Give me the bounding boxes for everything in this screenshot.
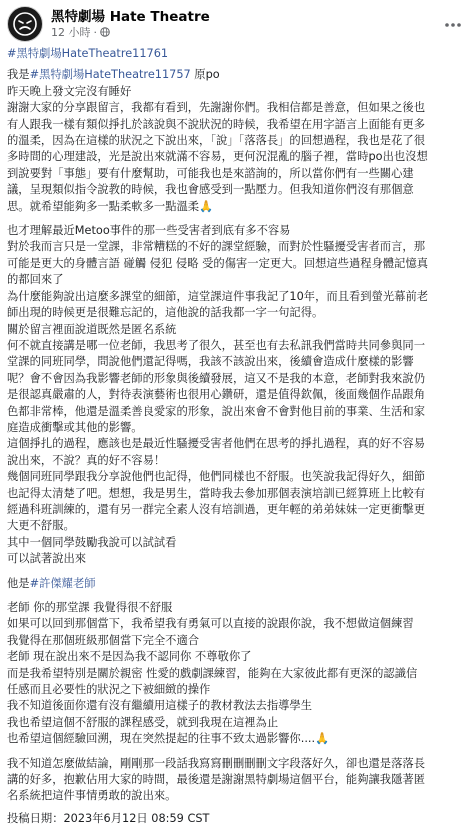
text-line: 大更不舒服。 [7, 519, 75, 533]
post-subline [51, 26, 210, 40]
text-line: 昨天晚上發文完沒有睡好 [7, 84, 132, 98]
page-name-link[interactable]: 黑特劇場 Hate Theatre [51, 8, 210, 25]
text-line: 老師 現在說出來不是因為我不認同你 不尊敬你了 [7, 650, 252, 664]
text-line [7, 576, 467, 592]
text-fragment: 我是 [7, 68, 30, 82]
text-line: 可能是更大的身體言語 碰觸 侵犯 侵略 受的傷害一定更大。回想這些過程身體記憶真 [7, 256, 429, 270]
separator-dot: · [93, 25, 97, 39]
globe-icon[interactable] [100, 27, 110, 37]
text-line: 多時間的心理建設，光是說出來就滿不容易，更何況混亂的腦子裡，當時po出也沒想 [7, 150, 428, 164]
post-header [7, 0, 467, 46]
text-line: 幾個同班同學跟我分享說他們也記得，他們同樣也不舒服。也笑說我記得好久，細節 [7, 470, 425, 484]
text-line: 到說要對「事態」要有什麼幫助，可能我也是來諮詢的，所以當你們有一些關心建 [7, 166, 414, 180]
post-meta [51, 9, 210, 40]
text-fragment: 他是 [7, 576, 30, 590]
date-label: 投稿日期： [7, 811, 64, 825]
text-line: 經過科班訓練的，還有另一群完全素人沒有培訓過，更年輕的弟弟妹妹一定更衝擊更 [7, 502, 425, 516]
text-line: 其中一個同學鼓勵我說可以試試看 [7, 535, 177, 549]
text-line: 呢？會不會因為我影響老師的形象與後續發展，這又不是我的本意，老師對我來說仍 [7, 371, 425, 385]
text-line: 有人跟我一樣有類似掙扎於該說與不說狀況的時候，我希望在用字語言上面能有更多 [7, 117, 425, 131]
date-value: 2023年6月12日 08:59 CST [63, 811, 210, 825]
hate-theatre-logo-icon [12, 11, 38, 37]
text-line: 師出現的時候更是很難忘記的，這他說的話我都一字一句記得。 [7, 306, 324, 320]
text-line: 謝謝大家的分享跟留言，我都有看到，先謝謝你們。我相信都是善意，但如果之後也 [7, 101, 425, 115]
text-line: 為什麼能夠說出這麼多課堂的細節，這堂課這件事我記了10年，而且看到螢光幕前老 [7, 289, 429, 303]
hashtag-link[interactable]: #黑特劇場HateTheatre11757 [29, 68, 191, 82]
text-line: 庭造成衝擊或其他的影響。 [7, 420, 143, 434]
text-line: 堂課的同班同學，問說他們還記得嗎，我該不該說出來，後續會造成什麼樣的影響 [7, 355, 414, 369]
text-line: 我覺得在那個班級那個當下完全不適合 [7, 633, 200, 647]
text-line [7, 67, 467, 83]
text-line: 講的好多，抱歉佔用大家的時間，最後還是謝謝黑特劇場這個平台，能夠讓我隱著匿 [7, 773, 425, 787]
text-line: 是很認真嚴肅的人，對待表演藝術也很用心鑽研，還是值得欽佩，後面幾個作品跟角 [7, 388, 425, 402]
text-line: 也才理解最近Metoo事件的那一些受害者到底有多不容易 [7, 224, 291, 238]
text-line: 老師 你的那堂課 我覺得很不舒服 [7, 601, 173, 614]
submission-date [7, 811, 467, 827]
text-line: 說出來，不說？真的好不容易！ [7, 453, 166, 467]
post-timestamp[interactable]: 12 小時 [51, 25, 91, 39]
post-body [7, 46, 467, 827]
text-line: 這個掙扎的過程，應該也是最近性騷擾受害者他們在思考的掙扎過程，真的好不容易 [7, 437, 425, 451]
text-line: 任感而且必要性的狀況之下被細緻的操作 [7, 683, 211, 697]
text-line: 何不就直接講是哪一位老師，我思考了很久，甚至也有去私訊我們當時共同參與同一 [7, 338, 425, 352]
hashtag-link[interactable]: #許傑耀老師 [29, 576, 96, 590]
text-line: 對於我而言只是一堂課，非常糟糕的不好的課堂經驗，而對於性騷擾受害者而言，那 [7, 240, 425, 254]
text-line: 議，呈現類似指令說教的時候，我也會感受到一點壓力。但我知道你們沒有那個意 [7, 183, 414, 197]
text-line: 的都回來了 [7, 273, 64, 287]
text-line: 的溫柔，因為在這樣的狀況之下說出來，「說」「落落長」的回想過程，我也是花了很 [7, 134, 425, 148]
text-line: 而是我希望特別是關於親密 性愛的戲劇課練習，能夠在大家彼此都有更深的認識信 [7, 666, 418, 680]
hashtag-link[interactable]: #黑特劇場HateTheatre11761 [7, 47, 169, 60]
text-line: 我不知道怎麼做結論，剛剛那一段話我寫寫刪刪刪刪文字段落好久，卻也還是落落長 [7, 756, 425, 770]
text-fragment: 原po [190, 68, 220, 82]
text-line: 也記得太清楚了吧。想想，我是男生，當時我去參加那個表演培訓已經算班上比較有 [7, 486, 425, 500]
text-line: 如果可以回到那個當下，我希望我有勇氣可以直接的說跟你說，我不想做這個練習 [7, 617, 414, 631]
text-line: 我不知道後面你還有沒有繼續用這樣子的教材教法去指導學生 [7, 699, 313, 713]
text-line: 思。就希望能夠多一點柔軟多一點溫柔🙏 [7, 199, 214, 213]
text-line: 名系統把這件事情勇敢的說出來。 [7, 789, 177, 803]
text-line: 色都非常棒，他還是溫柔善良愛家的形象，說出來會不會對他目前的事業、生活和家 [7, 404, 425, 418]
text-line: 關於留言裡面說道既然是匿名系統 [7, 322, 177, 336]
more-options-icon[interactable] [444, 12, 462, 33]
text-line: 我也希望這個不舒服的課程感受，就到我現在這裡為止 [7, 715, 279, 729]
text-line: 可以試著說出來 [7, 552, 87, 566]
text-line: 也希望這個經驗回溯，現在突然提起的往事不致太過影響你....🙏 [7, 732, 330, 746]
page-avatar[interactable] [7, 6, 43, 42]
